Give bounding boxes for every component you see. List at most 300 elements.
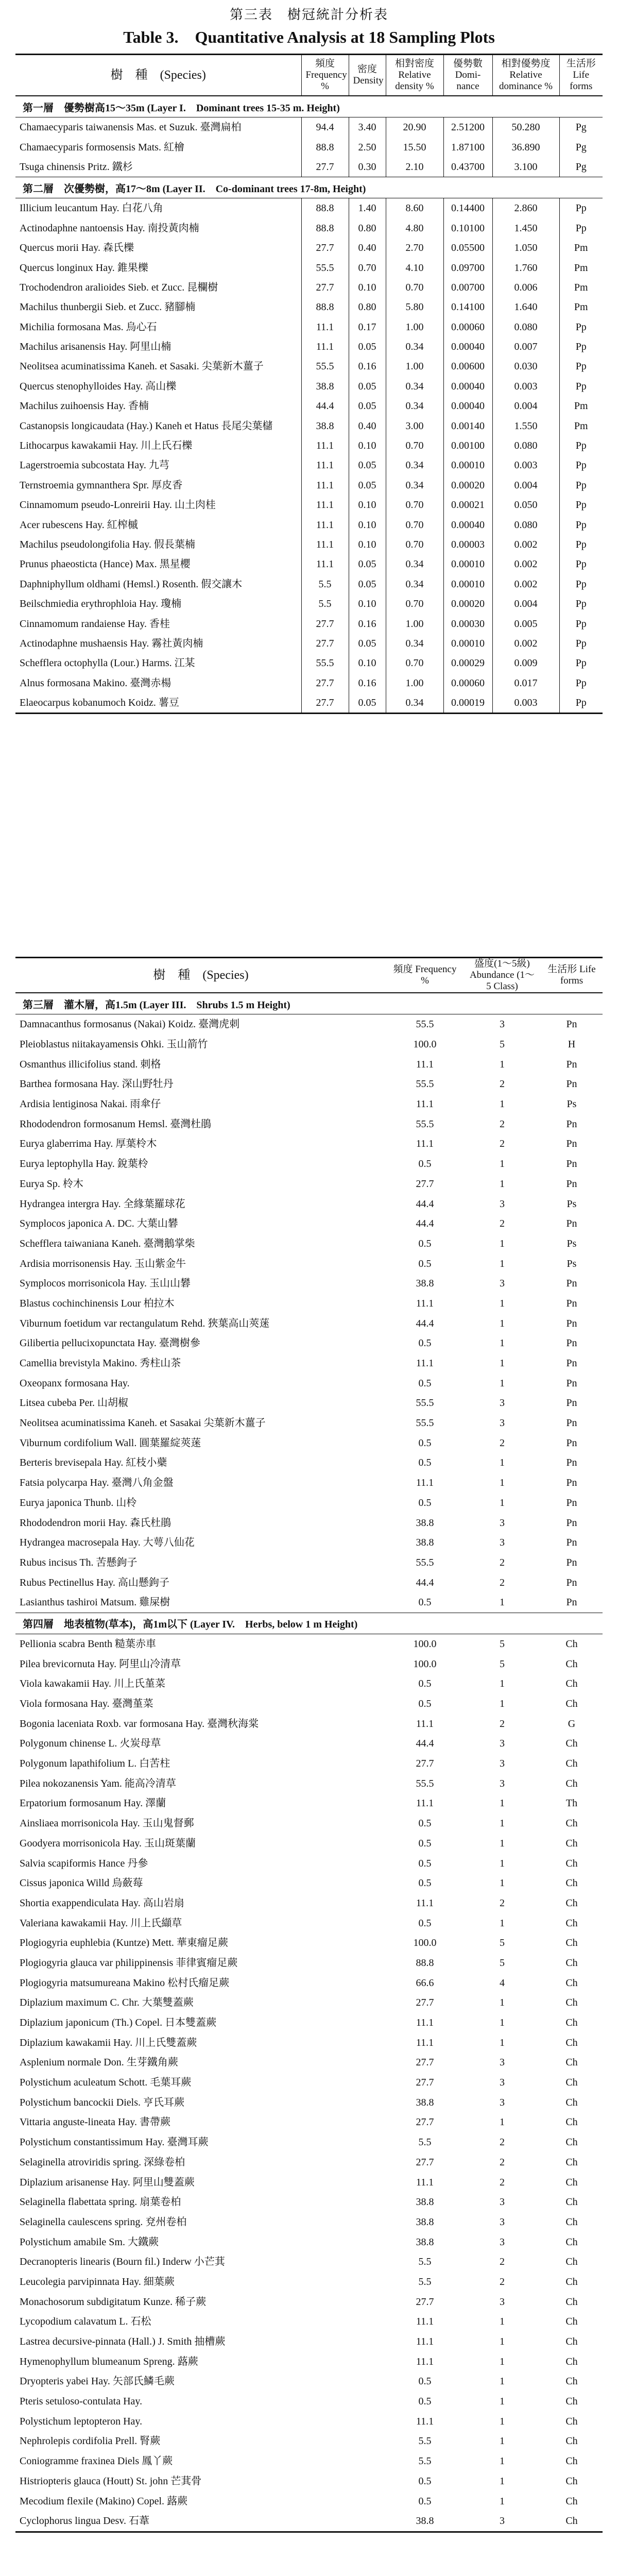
species-name: Pilea brevicornuta Hay. 阿里山冷清草 (20, 1658, 181, 1670)
life-form-value: Ps (566, 1258, 577, 1269)
species-name: Polystichum amabile Sm. 大鐵蕨 (20, 2236, 159, 2248)
density-value: 1.40 (349, 198, 386, 218)
life-form-value: Ch (565, 2455, 578, 2467)
species-name: Actinodaphne nantoensis Hay. 南投黃肉楠 (20, 222, 199, 234)
table-row (15, 1014, 603, 1035)
abundance-value: 1 (500, 1698, 505, 1710)
relative-density-value: 0.70 (386, 436, 443, 455)
table-row (15, 1973, 603, 1993)
life-form-value: Pm (559, 238, 603, 258)
frequency-value: 11.1 (416, 1058, 434, 1070)
species-name: Machilus thunbergii Sieb. et Zucc. 豬腳楠 (20, 301, 196, 313)
frequency-value: 55.5 (416, 1019, 434, 1030)
life-form-value: Pp (559, 594, 603, 614)
species-name: Machilus zuihoensis Hay. 香楠 (20, 400, 149, 412)
relative-dominance-value: 0.003 (492, 377, 559, 396)
life-form-value: Ch (565, 1658, 578, 1670)
relative-density-value: 0.34 (386, 396, 443, 416)
table-row (15, 1154, 603, 1174)
table-row (15, 515, 603, 534)
table-row (15, 1234, 603, 1254)
table-row (15, 2351, 603, 2371)
life-form-value: Ch (565, 2116, 578, 2128)
life-form-value: Ch (565, 2017, 578, 2029)
relative-dominance-value: 0.017 (492, 673, 559, 693)
dominance-value: 0.00700 (443, 278, 492, 297)
abundance-value: 1 (500, 1678, 505, 1690)
frequency-value: 38.8 (416, 2196, 434, 2208)
life-form-value: Pp (559, 337, 603, 357)
frequency-value: 88.8 (301, 198, 349, 218)
species-name: Symplocos morrisonicola Hay. 玉山山礬 (20, 1278, 191, 1290)
header-life-forms: 生活形 Life forms (559, 55, 603, 96)
table-row (15, 1353, 603, 1374)
species-name: Machilus arisanensis Hay. 阿里山楠 (20, 341, 171, 353)
table-row (15, 1533, 603, 1553)
header-abundance: 盛度(1～5級) Abundance (1～5 Class) (464, 958, 541, 993)
frequency-value: 27.7 (416, 2156, 434, 2168)
frequency-value: 11.1 (416, 2415, 434, 2427)
table-row (15, 2451, 603, 2471)
life-form-value: Pn (566, 1218, 577, 1230)
density-value: 0.40 (349, 416, 386, 435)
frequency-value: 5.5 (301, 594, 349, 614)
abundance-value: 1 (500, 2037, 505, 2048)
table-row (15, 238, 603, 258)
table-row (15, 1074, 603, 1094)
abundance-value: 1 (500, 1297, 505, 1309)
abundance-value: 3 (500, 1738, 505, 1750)
species-name: Erpatorium formosanum Hay. 澤蘭 (20, 1798, 166, 1809)
life-form-value: Pp (559, 455, 603, 475)
species-name: Nephrolepis cordifolia Prell. 腎蕨 (20, 2435, 161, 2447)
life-form-value: Ch (565, 1897, 578, 1909)
abundance-value: 5 (500, 1638, 505, 1650)
dominance-value: 0.00060 (443, 317, 492, 337)
relative-dominance-value: 0.005 (492, 614, 559, 633)
dominance-value: 0.00010 (443, 574, 492, 594)
table-row (15, 1754, 603, 1774)
life-form-value: Pn (566, 1556, 577, 1568)
life-form-value: Pn (566, 1437, 577, 1449)
page-title (0, 4, 618, 48)
species-name: Dryopteris yabei Hay. 矢部氏鱗毛蕨 (20, 2376, 175, 2387)
species-name: Polystichum leptopteron Hay. (20, 2415, 143, 2427)
species-name: Daphniphyllum oldhami (Hemsl.) Rosenth. 假交讓木 (20, 578, 243, 590)
frequency-value: 27.7 (301, 693, 349, 714)
abundance-value: 1 (500, 2316, 505, 2328)
frequency-value: 11.1 (416, 2176, 434, 2188)
frequency-value: 0.5 (418, 1678, 432, 1690)
dominance-value: 0.00003 (443, 535, 492, 554)
frequency-value: 5.5 (418, 2435, 432, 2447)
dominance-value: 0.00040 (443, 515, 492, 534)
density-value: 0.16 (349, 673, 386, 693)
abundance-value: 2 (500, 2256, 505, 2268)
life-form-value: Ch (565, 2137, 578, 2148)
species-name: Selaginella flabettata spring. 扇葉卷柏 (20, 2196, 181, 2208)
dominance-value: 0.00030 (443, 614, 492, 633)
frequency-value: 27.7 (301, 278, 349, 297)
life-form-value: Ch (565, 1997, 578, 2009)
species-name: Symplocos japonica A. DC. 大葉山礬 (20, 1218, 178, 1230)
life-form-value: H (568, 1039, 576, 1050)
species-name: Eurya Sp. 柃木 (20, 1178, 83, 1190)
frequency-value: 0.5 (418, 1457, 432, 1469)
table-row (15, 2013, 603, 2033)
life-form-value: Pn (566, 1158, 577, 1170)
density-value: 0.05 (349, 476, 386, 495)
frequency-value: 38.8 (416, 2216, 434, 2228)
species-name: Quercus longinux Hay. 錐果櫟 (20, 262, 148, 274)
abundance-value: 3 (500, 2096, 505, 2108)
species-name: Lasianthus tashiroi Matsum. 雞屎樹 (20, 1597, 170, 1608)
table-row (15, 416, 603, 435)
species-name: Trochodendron aralioides Sieb. et Zucc. 昆欄樹 (20, 281, 218, 293)
species-name: Hymenophyllum blumeanum Spreng. 蕗蕨 (20, 2355, 198, 2367)
header-dominance: 優勢數 Domi-nance (443, 55, 492, 96)
life-form-value: Ch (565, 1977, 578, 1989)
dominance-value: 0.00020 (443, 476, 492, 495)
life-form-value: Ch (565, 2276, 578, 2287)
relative-dominance-value: 50.280 (492, 117, 559, 138)
life-form-value: Pn (566, 1337, 577, 1349)
life-form-value: Pm (559, 396, 603, 416)
relative-density-value: 0.70 (386, 495, 443, 515)
frequency-value: 0.5 (418, 1497, 432, 1509)
relative-density-value: 5.80 (386, 297, 443, 317)
abundance-value: 3 (500, 1019, 505, 1030)
life-form-value: Ch (565, 2077, 578, 2089)
life-form-value: Ps (566, 1098, 577, 1110)
density-value: 0.40 (349, 238, 386, 258)
abundance-value: 2 (500, 1437, 505, 1449)
life-form-value: Ch (565, 1837, 578, 1849)
layer-heading-row (15, 993, 603, 1014)
life-form-value: Pn (566, 1537, 577, 1549)
frequency-value: 11.1 (301, 436, 349, 455)
frequency-value: 0.5 (418, 1877, 432, 1889)
table-header-row (15, 55, 603, 96)
frequency-value: 44.4 (416, 1218, 434, 1230)
table-row (15, 1834, 603, 1854)
table-row (15, 2292, 603, 2312)
table-row (15, 2153, 603, 2173)
abundance-value: 3 (500, 2515, 505, 2527)
table-row (15, 1134, 603, 1154)
species-name: Rubus Pectinellus Hay. 高山懸鉤子 (20, 1577, 169, 1588)
table-row (15, 2312, 603, 2332)
life-form-value: G (568, 1718, 576, 1730)
frequency-value: 0.5 (418, 1837, 432, 1849)
species-name: Asplenium normale Don. 生芽鐵角蕨 (20, 2057, 178, 2069)
table-row (15, 1035, 603, 1055)
header-relative-density: 相對密度 Relative density % (386, 55, 443, 96)
species-name: Lagerstroemia subcostata Hay. 九芎 (20, 460, 169, 471)
life-form-value: Pp (559, 673, 603, 693)
species-name: Viburnum foetidum var rectangulatum Rehd. 狹葉高山莢蒾 (20, 1317, 270, 1329)
frequency-value: 27.7 (416, 2057, 434, 2069)
species-name: Quercus morii Hay. 森氏櫟 (20, 242, 134, 254)
frequency-value: 55.5 (301, 357, 349, 376)
abundance-value: 2 (500, 1556, 505, 1568)
frequency-value: 11.1 (416, 2355, 434, 2367)
dominance-value: 0.10100 (443, 218, 492, 238)
density-value: 0.05 (349, 554, 386, 574)
frequency-value: 27.7 (416, 2077, 434, 2089)
species-name: Lycopodium calavatum L. 石松 (20, 2316, 151, 2328)
frequency-value: 0.5 (418, 2396, 432, 2408)
life-form-value: Ch (565, 1638, 578, 1650)
frequency-value: 55.5 (416, 1417, 434, 1429)
species-name: Elaeocarpus kobanumoch Koidz. 薯豆 (20, 697, 179, 709)
table-row (15, 1194, 603, 1214)
frequency-value: 11.1 (301, 455, 349, 475)
table-row (15, 1893, 603, 1913)
table-row (15, 2073, 603, 2093)
relative-dominance-value: 0.050 (492, 495, 559, 515)
life-form-value: Pg (559, 117, 603, 138)
dominance-value: 0.00029 (443, 653, 492, 673)
frequency-value: 38.8 (416, 2096, 434, 2108)
frequency-value: 5.5 (418, 2137, 432, 2148)
layer-heading: 第二層 次優勢樹，高17～8m (Layer II. Co-dominant trees 17-8m, Height) (15, 177, 603, 198)
table-row (15, 455, 603, 475)
title-chinese: 第三表 樹冠統計分析表 (229, 7, 388, 22)
abundance-value: 1 (500, 1857, 505, 1869)
species-name: Acer rubescens Hay. 紅榨槭 (20, 519, 138, 531)
abundance-value: 5 (500, 1957, 505, 1969)
table-row (15, 1913, 603, 1933)
species-name: Chamaecyparis taiwanensis Mas. et Suzuk. 臺灣扁柏 (20, 122, 242, 133)
dominance-value: 0.05500 (443, 238, 492, 258)
species-name: Diplazium maximum C. Chr. 大葉雙蓋蕨 (20, 1997, 194, 2009)
table-row (15, 117, 603, 138)
life-form-value: Pp (559, 653, 603, 673)
frequency-value: 5.5 (418, 2276, 432, 2287)
frequency-value: 100.0 (413, 1638, 437, 1650)
life-form-value: Ch (565, 2475, 578, 2487)
table-row (15, 337, 603, 357)
table-row (15, 1674, 603, 1694)
abundance-value: 3 (500, 2216, 505, 2228)
species-name: Rhododendron morii Hay. 森氏杜鵑 (20, 1517, 171, 1529)
species-name: Castanopsis longicaudata (Hay.) Kaneh et Hatus 長尾尖葉櫧 (20, 420, 273, 432)
life-form-value: Ch (565, 2256, 578, 2268)
header-species: 樹 種 (Species) (15, 55, 301, 96)
life-form-value: Ch (565, 2296, 578, 2308)
frequency-value: 0.5 (418, 2495, 432, 2507)
table-row (15, 574, 603, 594)
species-name: Pteris setuloso-contulata Hay. (20, 2396, 143, 2408)
abundance-value: 3 (500, 1517, 505, 1529)
table-row (15, 1214, 603, 1234)
table-row (15, 1592, 603, 1613)
table-row (15, 2332, 603, 2352)
species-name: Prunus phaeosticta (Hance) Max. 黑星櫻 (20, 558, 191, 570)
table-row (15, 137, 603, 157)
abundance-value: 3 (500, 1777, 505, 1789)
frequency-value: 0.5 (418, 1158, 432, 1170)
relative-density-value: 0.34 (386, 554, 443, 574)
life-form-value: Ch (565, 2196, 578, 2208)
table-row (15, 2053, 603, 2073)
density-value: 0.05 (349, 574, 386, 594)
dominance-value: 0.00010 (443, 634, 492, 653)
frequency-value: 55.5 (416, 1777, 434, 1789)
life-form-value: Pp (559, 377, 603, 396)
table-row (15, 1453, 603, 1473)
abundance-value: 1 (500, 2415, 505, 2427)
abundance-value: 1 (500, 2355, 505, 2367)
life-form-value: Pn (566, 1297, 577, 1309)
species-name: Polystichum aculeatum Schott. 毛葉耳蕨 (20, 2077, 192, 2089)
species-name: Goodyera morrisonicola Hay. 玉山斑葉蘭 (20, 1837, 196, 1849)
density-value: 0.10 (349, 278, 386, 297)
life-form-value: Pg (559, 137, 603, 157)
frequency-value: 11.1 (416, 1297, 434, 1309)
density-value: 0.05 (349, 634, 386, 653)
abundance-value: 1 (500, 2435, 505, 2447)
header-life-forms: 生活形 Life forms (541, 958, 603, 993)
life-form-value: Pp (559, 218, 603, 238)
frequency-value: 0.5 (418, 1917, 432, 1929)
relative-density-value: 2.10 (386, 157, 443, 177)
life-form-value: Pp (559, 535, 603, 554)
layer-heading-row (15, 177, 603, 198)
frequency-value: 44.4 (416, 1317, 434, 1329)
frequency-value: 27.7 (301, 157, 349, 177)
abundance-value: 3 (500, 1758, 505, 1770)
frequency-value: 55.5 (301, 258, 349, 277)
dominance-value: 0.00020 (443, 594, 492, 614)
relative-density-value: 0.70 (386, 594, 443, 614)
life-form-value: Pn (566, 1577, 577, 1588)
table-row (15, 1513, 603, 1533)
table-row (15, 2132, 603, 2153)
abundance-value: 1 (500, 1837, 505, 1849)
table-row (15, 2212, 603, 2232)
table-row (15, 1373, 603, 1393)
density-value: 2.50 (349, 137, 386, 157)
frequency-value: 0.5 (418, 1818, 432, 1829)
table-row (15, 2471, 603, 2492)
abundance-value: 1 (500, 1917, 505, 1929)
density-value: 0.10 (349, 495, 386, 515)
abundance-value: 1 (500, 1477, 505, 1489)
abundance-value: 3 (500, 2196, 505, 2208)
header-frequency: 頻度 Frequency % (301, 55, 349, 96)
abundance-value: 2 (500, 2156, 505, 2168)
frequency-value: 0.5 (418, 2376, 432, 2387)
life-form-value: Pn (566, 1477, 577, 1489)
species-name: Selaginella caulescens spring. 兗州卷柏 (20, 2216, 187, 2228)
abundance-value: 1 (500, 1337, 505, 1349)
species-name: Decranopteris linearis (Bourn fil.) Inderw 小芒萁 (20, 2256, 225, 2268)
life-form-value: Pp (559, 515, 603, 534)
table-row (15, 377, 603, 396)
relative-density-value: 8.60 (386, 198, 443, 218)
frequency-value: 55.5 (301, 653, 349, 673)
table-row (15, 1333, 603, 1353)
abundance-value: 2 (500, 2276, 505, 2287)
species-name: Oxeopanx formosana Hay. (20, 1377, 130, 1389)
species-name: Polystichum constantissimum Hay. 臺灣耳蕨 (20, 2137, 209, 2148)
life-form-value: Ch (565, 2037, 578, 2048)
density-value: 0.10 (349, 436, 386, 455)
species-name: Viola formosana Hay. 臺灣堇菜 (20, 1698, 153, 1710)
frequency-value: 11.1 (301, 554, 349, 574)
abundance-value: 3 (500, 1537, 505, 1549)
species-name: Diplazium kawakamii Hay. 川上氏雙蓋蕨 (20, 2037, 197, 2048)
life-form-value: Pp (559, 614, 603, 633)
frequency-value: 11.1 (301, 317, 349, 337)
density-value: 0.05 (349, 396, 386, 416)
abundance-value: 1 (500, 2475, 505, 2487)
abundance-value: 4 (500, 1977, 505, 1989)
relative-dominance-value: 1.550 (492, 416, 559, 435)
frequency-value: 0.5 (418, 1698, 432, 1710)
species-name: Cyclophorus lingua Desv. 石葦 (20, 2515, 150, 2527)
frequency-value: 5.5 (418, 2256, 432, 2268)
life-form-value: Ch (565, 2415, 578, 2427)
species-name: Pellionia scabra Benth 糙葉赤車 (20, 1638, 156, 1650)
dominance-value: 0.00010 (443, 455, 492, 475)
species-name: Tsuga chinensis Pritz. 鐵杉 (20, 161, 133, 173)
species-name: Eurya glaberrima Hay. 厚葉柃木 (20, 1138, 157, 1150)
table-row (15, 1714, 603, 1734)
species-name: Plogiogyria matsumureana Makino 松村氏瘤足蕨 (20, 1977, 230, 1989)
title-english: Table 3. Quantitative Analysis at 18 Sampling Plots (123, 28, 495, 46)
table-row (15, 2172, 603, 2192)
life-form-value: Pm (559, 258, 603, 277)
table-row (15, 1433, 603, 1453)
density-value: 0.16 (349, 357, 386, 376)
frequency-value: 66.6 (416, 1977, 434, 1989)
species-name: Cinnamomum randaiense Hay. 香桂 (20, 618, 170, 630)
species-name: Mecodium flexile (Makino) Copel. 蕗蕨 (20, 2495, 188, 2507)
layer-heading: 第三層 灌木層，高1.5m (Layer III. Shrubs 1.5 m Height) (15, 993, 603, 1014)
table-row (15, 396, 603, 416)
life-form-value: Pn (566, 1517, 577, 1529)
species-name: Bogonia laceniata Roxb. var formosana Hay. 臺灣秋海棠 (20, 1718, 259, 1730)
dominance-value: 0.00600 (443, 357, 492, 376)
life-form-value: Ch (565, 1937, 578, 1949)
frequency-value: 100.0 (413, 1658, 437, 1670)
life-form-value: Pn (566, 1597, 577, 1608)
frequency-value: 11.1 (416, 1358, 434, 1369)
species-name: Quercus stenophylloides Hay. 高山櫟 (20, 380, 177, 392)
frequency-value: 44.4 (416, 1738, 434, 1750)
layer-heading-row (15, 96, 603, 117)
species-name: Lithocarpus kawakamii Hay. 川上氏石櫟 (20, 440, 193, 452)
abundance-value: 1 (500, 1158, 505, 1170)
life-form-value: Ch (565, 1758, 578, 1770)
dominance-value: 0.14400 (443, 198, 492, 218)
life-form-value: Ch (565, 2156, 578, 2168)
frequency-value: 11.1 (301, 535, 349, 554)
dominance-value: 0.00040 (443, 377, 492, 396)
species-name: Pleioblastus niitakayamensis Ohki. 玉山箭竹 (20, 1039, 208, 1050)
frequency-value: 55.5 (416, 1078, 434, 1090)
species-name: Barthea formosana Hay. 深山野牡丹 (20, 1078, 174, 1090)
relative-density-value: 1.00 (386, 357, 443, 376)
life-form-value: Ch (565, 2515, 578, 2527)
life-form-value: Pm (559, 416, 603, 435)
frequency-value: 11.1 (301, 495, 349, 515)
species-name: Coniogramme fraxinea Diels 鳳丫蕨 (20, 2455, 173, 2467)
frequency-value: 0.5 (418, 1337, 432, 1349)
